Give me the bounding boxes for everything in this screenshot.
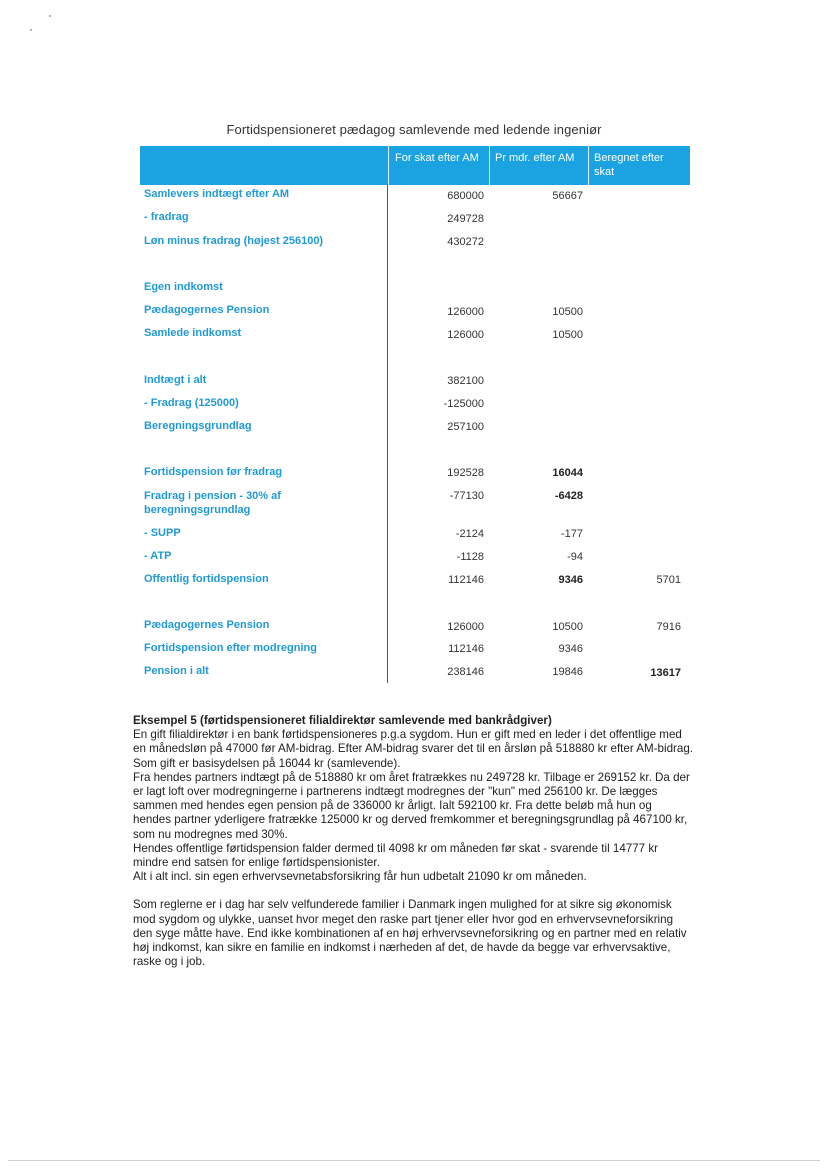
row-label: Samlede indkomst	[144, 327, 242, 339]
cell-value: -6428	[554, 490, 583, 502]
cell-value: -1128	[456, 551, 484, 563]
cell-value: 249728	[447, 213, 484, 225]
scan-speck	[49, 15, 51, 17]
example-heading: Eksempel 5 (førtidspensioneret filialdirektør samlevende med bankrådgiver)	[133, 714, 552, 727]
row-label: Fradrag i pension - 30% af beregningsgrundlag	[144, 490, 281, 516]
header-divider	[388, 146, 389, 185]
example-paragraph: Hendes offentlige førtidspension falder dermed til 4098 kr om måneden før skat - svarende til 14777 kr mindre end satsen for enlige førtidspensionister.	[133, 841, 658, 870]
header-for-skat: For skat efter AM	[395, 152, 479, 164]
header-beregnet: Beregnet efter skat	[594, 152, 664, 178]
cell-value: 430272	[447, 236, 484, 248]
document-title: Fortidspensioneret pædagog samlevende med ledende ingeniør	[226, 122, 602, 137]
row-label: Løn minus fradrag (højest 256100)	[144, 235, 324, 247]
cell-value: 13617	[650, 667, 681, 679]
example-text	[133, 714, 693, 969]
paragraph-gap	[133, 884, 693, 898]
row-label: Beregningsgrundlag	[144, 420, 252, 432]
table-header	[140, 146, 690, 185]
cell-value: 10500	[552, 621, 583, 633]
cell-value: -125000	[443, 398, 484, 410]
cell-value: 10500	[552, 329, 583, 341]
cell-value: 680000	[447, 190, 484, 202]
example-paragraph: En gift filialdirektør i en bank førtidspensioneres p.g.a sygdom. Hun er gift med en leder i det offentlige med en månedsløn på 47000 før AM-bidrag. Efter AM-bidrag svarer det til en årsløn på 518880 kr efter AM-bidrag.	[133, 728, 693, 756]
example-paragraph: Alt i alt incl. sin egen erhvervsevnetabsforsikring får hun udbetalt 21090 kr om måneden.	[133, 870, 587, 884]
cell-value: 10500	[552, 306, 583, 318]
row-label: Pension i alt	[144, 665, 209, 677]
row-label: Indtægt i alt	[144, 374, 207, 386]
header-pr-mdr: Pr mdr. efter AM	[495, 152, 575, 164]
cell-value: 9346	[558, 574, 583, 586]
example-paragraph: Fra hendes partners indtægt på de 518880 kr om året fratrækkes nu 249728 kr. Tilbage er 269152 kr. Da der er lagt loft over modregningerne i partnerens indtægt modregnes der "kun" med 256100 kr. De lægges sammen med hendes egen pension på de 336000 kr årligt. Ialt 592100 kr. Fra dette beløb må hun og hendes partner yderligere fratrække 125000 kr og derved fremkommer et beregningsgrundlag på 467100 kr, som nu modregnes med 30%.	[133, 770, 690, 841]
row-label: Offentlig fortidspension	[144, 573, 269, 585]
table-vertical-rule	[387, 185, 388, 683]
row-label: - ATP	[144, 550, 172, 562]
cell-value: 7916	[656, 621, 681, 633]
cell-value: 19846	[552, 666, 583, 678]
cell-value: 112146	[448, 643, 484, 655]
header-divider	[489, 146, 490, 185]
cell-value: 238146	[447, 666, 484, 678]
cell-value: -2124	[455, 528, 484, 540]
page-bottom-rule	[8, 1160, 820, 1161]
cell-value: 257100	[447, 421, 484, 433]
cell-value: -177	[560, 528, 583, 540]
header-divider	[588, 146, 589, 185]
cell-value: -77130	[449, 490, 484, 502]
example-paragraph: Som gift er basisydelsen på 16044 kr (samlevende).	[133, 756, 401, 770]
cell-value: 126000	[447, 329, 484, 341]
closing-paragraph: Som reglerne er i dag har selv velfunderede familier i Danmark ingen mulighed for at sikre sig økonomisk mod sygdom og ulykke, uanset hvor meget den raske part tjener eller hvor god en erhvervsevneforsikring den syge måtte have. End ikke kombinationen af en høj erhvervsevneforsikring og en partner med en relativ høj indkomst, kan sikre en familie en indkomst i nærheden af det, de havde da begge var erhvervsaktive, raske og i job.	[133, 898, 687, 969]
cell-value: 112146	[448, 574, 484, 586]
row-label: Pædagogernes Pension	[144, 304, 270, 316]
cell-value: 16044	[552, 467, 583, 479]
cell-value: 9346	[558, 643, 583, 655]
row-label: - fradrag	[144, 211, 189, 223]
cell-value: 192528	[447, 467, 484, 479]
cell-value: 56667	[552, 190, 583, 202]
row-label: - SUPP	[144, 527, 181, 539]
row-label: Fortidspension før fradrag	[144, 466, 283, 478]
row-label: Egen indkomst	[144, 281, 223, 293]
row-label: - Fradrag (125000)	[144, 397, 239, 409]
row-label: Fortidspension efter modregning	[144, 642, 317, 654]
cell-value: 126000	[447, 621, 484, 633]
row-label: Samlevers indtægt efter AM	[144, 188, 290, 200]
cell-value: 126000	[447, 306, 484, 318]
scan-speck	[30, 29, 32, 31]
cell-value: -94	[567, 551, 583, 563]
cell-value: 5701	[656, 574, 681, 586]
cell-value: 382100	[447, 375, 484, 387]
row-label: Pædagogernes Pension	[144, 619, 270, 631]
